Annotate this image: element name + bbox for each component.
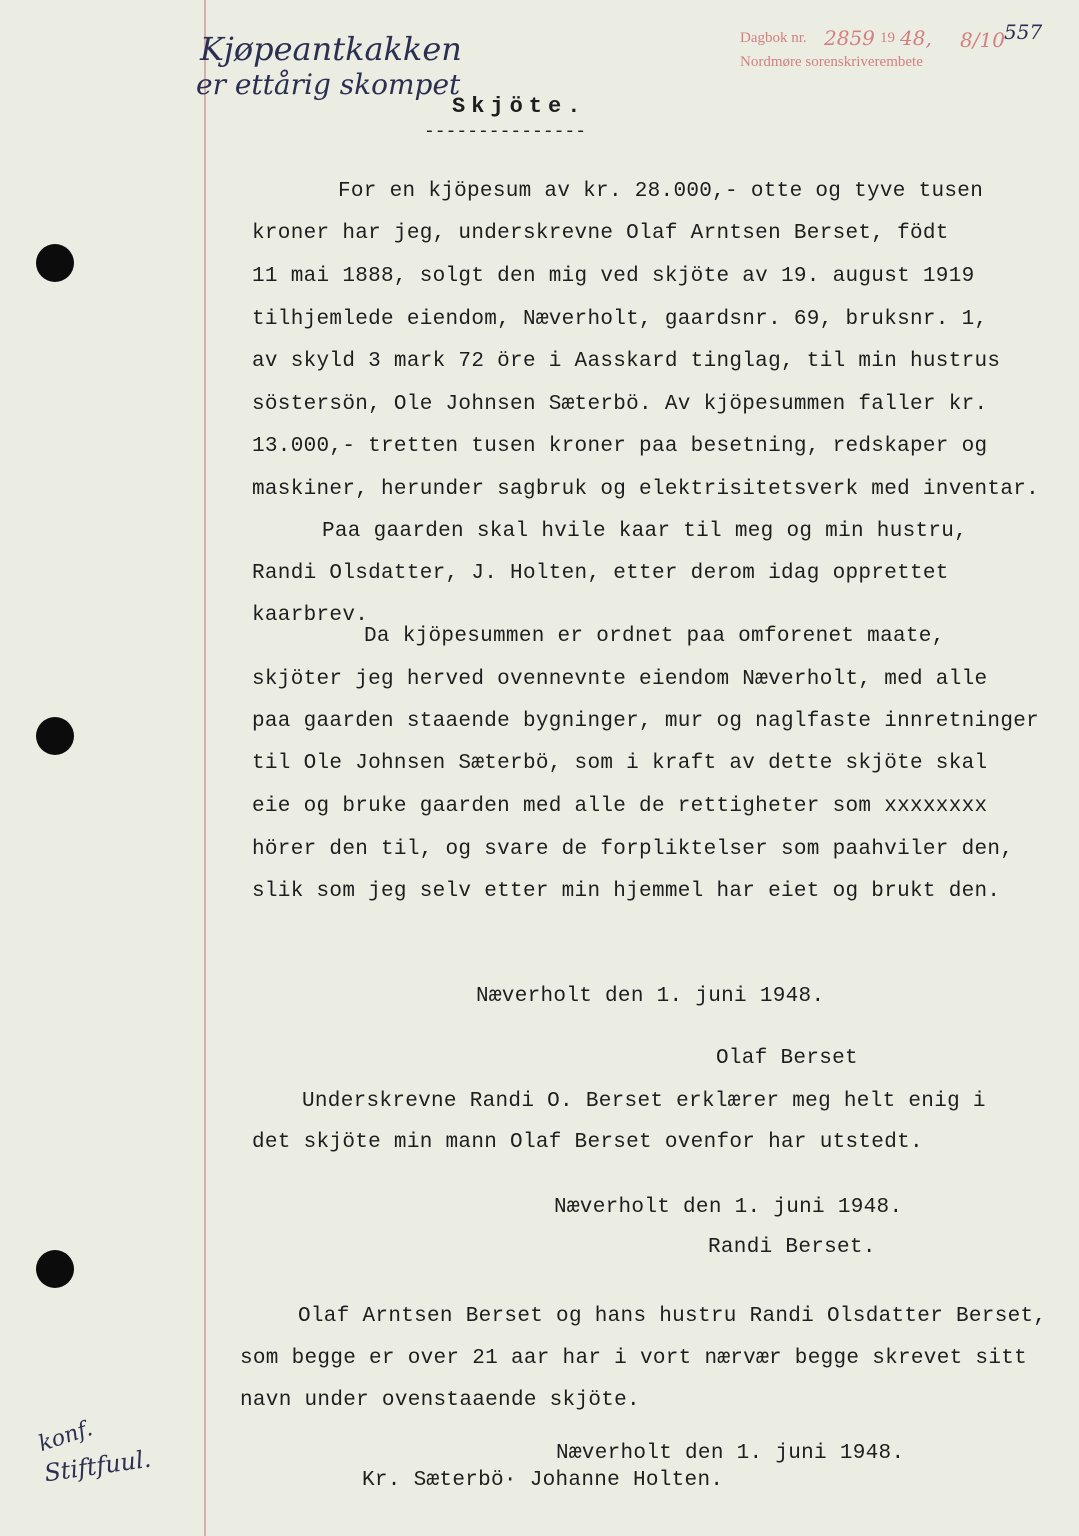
text-line: Randi Olsdatter, J. Holten, etter derom idag opprettet [252,562,949,585]
stamp-label: Dagbok nr. [740,30,807,46]
stamp-date: 8/10 [960,28,1005,52]
handwritten-note-line2: er ettårig skompet [196,68,461,101]
place-date-line: Næverholt den 1. juni 1948. [476,985,825,1008]
text-line: kroner har jeg, underskrevne Olaf Arntsen Berset, födt [252,222,949,245]
text-line: 11 mai 1888, solgt den mig ved skjöte av 19. august 1919 [252,265,975,288]
signature-randi: Randi Berset. [708,1236,876,1259]
document-title: Skjöte. [452,94,587,119]
text-line: kaarbrev. [252,604,369,627]
stamp-number: 2859 [824,26,875,50]
place-date-line: Næverholt den 1. juni 1948. [556,1442,905,1465]
text-line: av skyld 3 mark 72 öre i Aasskard tinglag, til min hustrus [252,350,1001,373]
text-line: paa gaarden staaende bygninger, mur og naglfaste innretninger [252,710,1040,733]
text-line: det skjöte min mann Olaf Berset ovenfor har utstedt. [252,1131,923,1154]
title-underline: --------------- [424,122,587,142]
text-line: 13.000,- tretten tusen kroner paa besetning, redskaper og [252,435,988,458]
stamp-year-prefix: 19 [880,30,895,46]
text-line: tilhjemlede eiendom, Næverholt, gaardsnr. 69, bruksnr. 1, [252,308,988,331]
signature-olaf: Olaf Berset [716,1047,858,1070]
text-line: skjöter jeg herved ovennevnte eiendom Næverholt, med alle [252,668,988,691]
text-line: navn under ovenstaaende skjöte. [240,1389,640,1412]
text-line: til Ole Johnsen Sæterbö, som i kraft av dette skjöte skal [252,752,988,775]
text-line: eie og bruke gaarden med alle de rettigheter som xxxxxxxx [252,795,988,818]
stamp-year-suffix: 48, [900,26,932,50]
handwritten-note-line1: Kjøpeantkakken [200,30,462,68]
text-line: maskiner, herunder sagbruk og elektrisitetsverk med inventar. [252,478,1040,501]
text-line: slik som jeg selv etter min hjemmel har eiet og brukt den. [252,880,1001,903]
punch-hole [36,244,74,282]
punch-hole [36,717,74,755]
text-line: söstersön, Ole Johnsen Sæterbö. Av kjöpesummen faller kr. [252,393,988,416]
margin-note-line2: Stiftfuul. [42,1444,153,1488]
witness-signatures: Kr. Sæterbö· Johanne Holten. [362,1469,724,1492]
stamp-office: Nordmøre sorenskriverembete [740,54,923,70]
text-line: Olaf Arntsen Berset og hans hustru Randi Olsdatter Berset, [298,1305,1047,1328]
page-number: 557 [1004,20,1043,44]
text-line: Underskrevne Randi O. Berset erklærer meg helt enig i [302,1090,986,1113]
text-line: hörer den til, og svare de forpliktelser som paahviler den, [252,838,1014,861]
text-line: Paa gaarden skal hvile kaar til meg og min hustru, [322,520,968,543]
punch-hole [36,1250,74,1288]
text-line: som begge er over 21 aar har i vort nærvær begge skrevet sitt [240,1347,1028,1370]
text-line: For en kjöpesum av kr. 28.000,- otte og tyve tusen [338,180,984,203]
margin-note-line1: konf. [35,1416,96,1457]
margin-line [204,0,206,1536]
place-date-line: Næverholt den 1. juni 1948. [554,1196,903,1219]
text-line: Da kjöpesummen er ordnet paa omforenet maate, [364,625,945,648]
